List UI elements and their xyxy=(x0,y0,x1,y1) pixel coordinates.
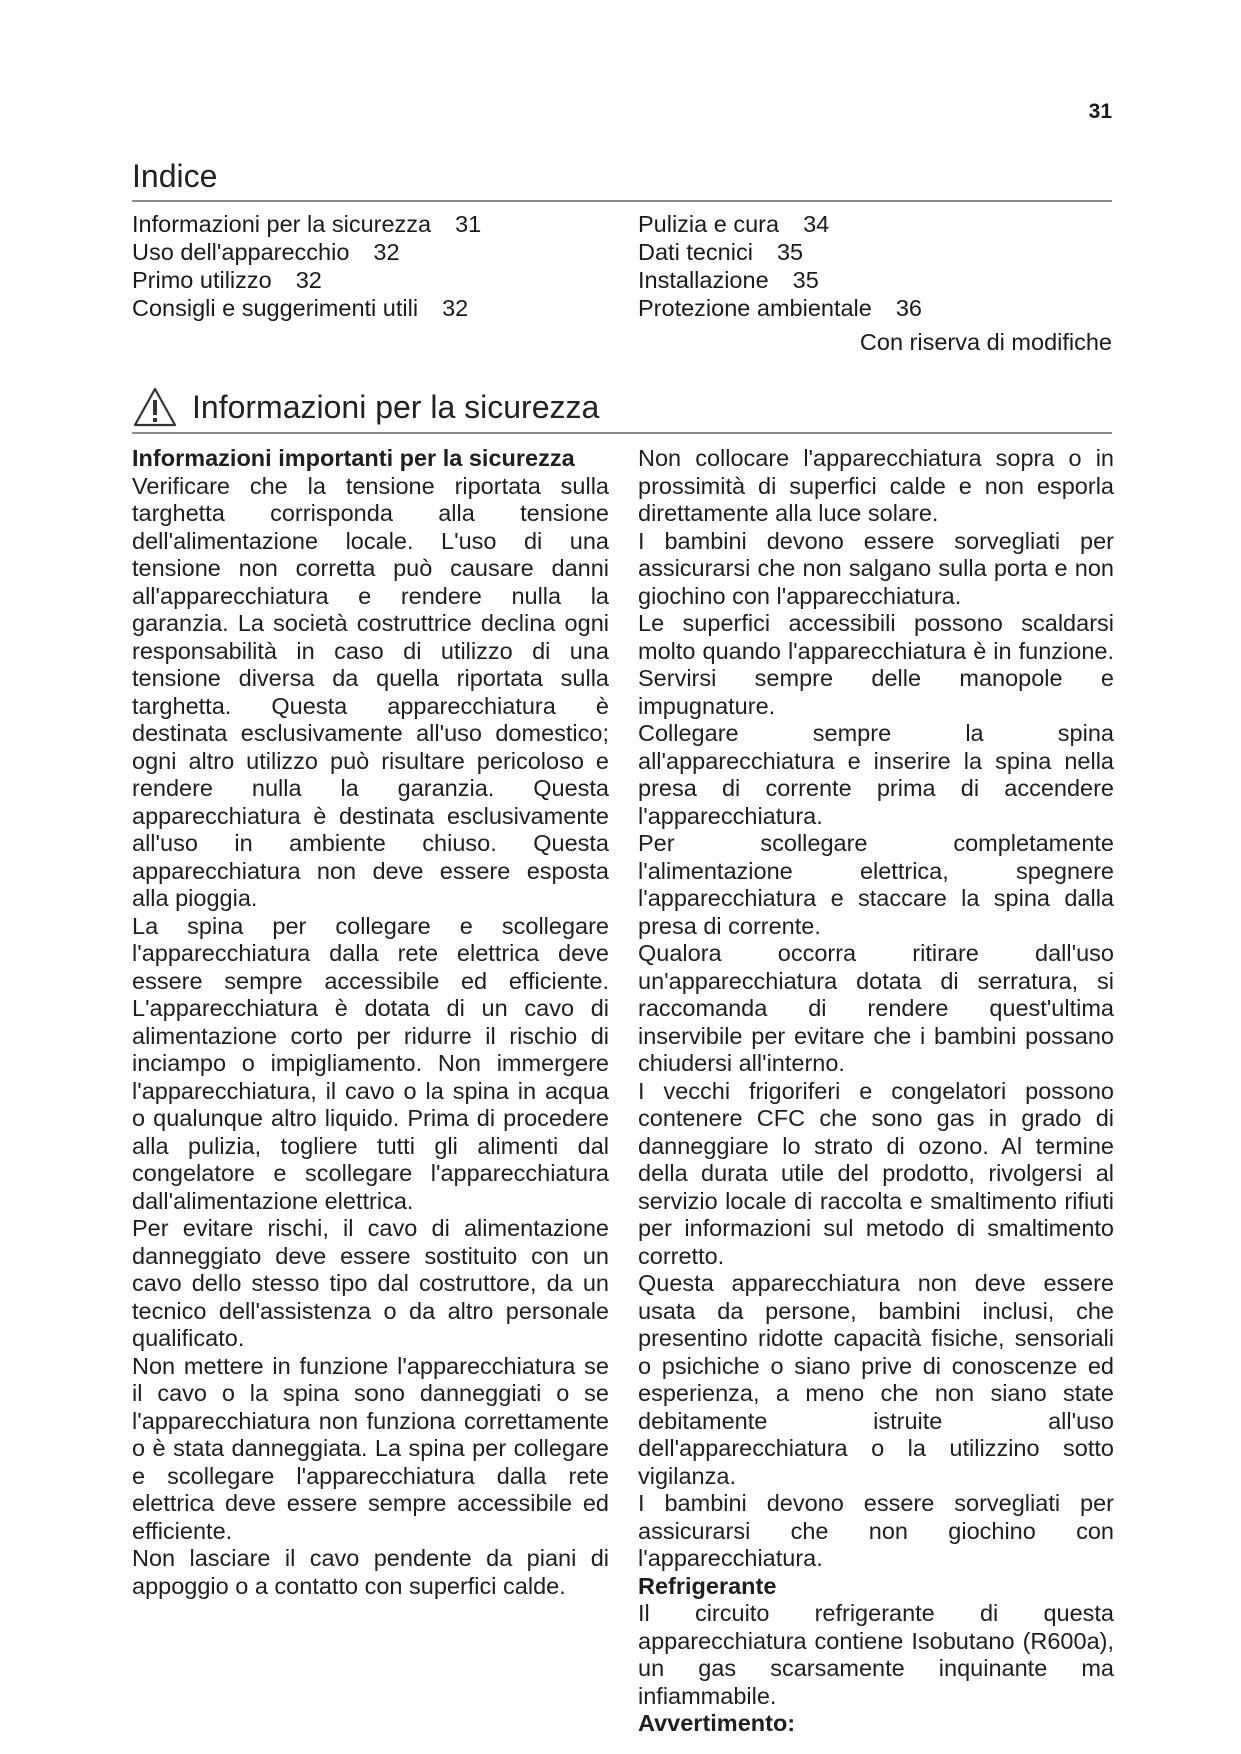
section-divider xyxy=(132,432,1112,434)
subheading: Informazioni importanti per la sicurezza xyxy=(132,445,575,471)
toc-item: Uso dell'apparecchio 32 xyxy=(132,239,400,265)
paragraph: I bambini devono essere sorvegliati per assicurarsi che non giochino con l'apparecchiatura. xyxy=(638,1490,1114,1571)
toc-item: Protezione ambientale 36 xyxy=(638,295,922,321)
paragraph: Il circuito refrigerante di questa apparecchiatura contiene Isobutano (R600a), un gas scarsamente inquinante ma infiammabile. xyxy=(638,1600,1114,1709)
left-text-column xyxy=(132,445,609,1600)
right-text-column xyxy=(638,445,1114,1738)
paragraph: Qualora occorra ritirare dall'uso un'apparecchiatura dotata di serratura, si raccomanda di rendere quest'ultima inservibile per evitare che i bambini possano chiudersi all'interno. xyxy=(638,940,1114,1076)
paragraph: Le superfici accessibili possono scaldarsi molto quando l'apparecchiatura è in funzione. Servirsi sempre delle manopole e impugnature. xyxy=(638,610,1114,719)
toc-note: Con riserva di modifiche xyxy=(859,329,1112,355)
toc-divider xyxy=(132,200,1112,202)
toc-item: Dati tecnici 35 xyxy=(638,239,804,265)
paragraph: I bambini devono essere sorvegliati per assicurarsi che non salgano sulla porta e non giochino con l'apparecchiatura. xyxy=(638,527,1114,609)
toc-item: Pulizia e cura 34 xyxy=(638,211,830,237)
paragraph: Per scollegare completamente l'alimentazione elettrica, spegnere l'apparecchiatura e staccare la spina dalla presa di corrente. xyxy=(638,830,1114,939)
paragraph: I vecchi frigoriferi e congelatori possono contenere CFC che sono gas in grado di danneggiare lo strato di ozono. Al termine della durata utile del prodotto, rivolgersi al servizio locale di raccolta e smaltimento rifiuti per informazioni sul metodo di smaltimento corretto. xyxy=(638,1077,1114,1269)
subheading-refrigerant: Refrigerante xyxy=(638,1572,777,1599)
paragraph: Questa apparecchiatura non deve essere usata da persone, bambini inclusi, che presentino ridotte capacità fisiche, sensoriali o psichiche o siano prive di conoscenze ed esperienza, a meno che non siano state debitamente istruite all'uso dell'apparecchiatura o la utilizzino sotto vigilanza. xyxy=(638,1270,1114,1489)
paragraph: La spina per collegare e scollegare l'apparecchiatura dalla rete elettrica deve essere sempre accessibile ed efficiente. L'apparecchiatura è dotata di un cavo di alimentazione corto per ridurre il rischio di inciampo o impigliamento. Non immergere l'apparecchiatura, il cavo o la spina in acqua o qualunque altro liquido. Prima di procedere alla pulizia, togliere tutti gli alimenti dal congelatore e scollegare l'apparecchiatura dall'alimentazione elettrica. xyxy=(132,912,609,1214)
section-title: Informazioni per la sicurezza xyxy=(192,388,600,425)
paragraph: Verificare che la tensione riportata sulla targhetta corrisponda alla tensione dell'alimentazione locale. L'uso di una tensione non corretta può causare danni all'apparecchiatura e rendere nulla la garanzia. La società costruttrice declina ogni responsabilità in caso di utilizzo di una tensione diversa da quella riportata sulla targhetta. Questa apparecchiatura è destinata esclusivamente all'uso domestico; ogni altro utilizzo può risultare pericoloso e rendere nulla la garanzia. Questa apparecchiatura è destinata esclusivamente all'uso in ambiente chiuso. Questa apparecchiatura non deve essere esposta alla pioggia. xyxy=(132,472,609,911)
paragraph: Non lasciare il cavo pendente da piani di appoggio o a contatto con superfici calde. xyxy=(132,1545,609,1599)
paragraph: Non mettere in funzione l'apparecchiatura se il cavo o la spina sono danneggiati o se l'apparecchiatura non funziona correttamente o è stata danneggiata. La spina per collegare e scollegare l'apparecchiatura dalla rete elettrica deve essere sempre accessibile ed efficiente. xyxy=(132,1352,609,1544)
paragraph: Non collocare l'apparecchiatura sopra o in prossimità di superfici calde e non esporla direttamente alla luce solare. xyxy=(638,445,1114,526)
toc-left-column xyxy=(132,210,481,322)
paragraph: Collegare sempre la spina all'apparecchiatura e inserire la spina nella presa di corrente prima di accendere l'apparecchiatura. xyxy=(638,720,1114,829)
paragraph: Per evitare rischi, il cavo di alimentazione danneggiato deve essere sostituito con un cavo dello stesso tipo dal costruttore, da un tecnico dell'assistenza o da altro personale qualificato. xyxy=(132,1215,609,1351)
toc-item: Consigli e suggerimenti utili 32 xyxy=(132,295,469,321)
toc-item: Installazione 35 xyxy=(638,267,819,293)
page-number: 31 xyxy=(1088,100,1112,123)
warning-triangle-icon xyxy=(132,386,178,428)
toc-right-column xyxy=(638,210,922,322)
toc-title: Indice xyxy=(132,158,218,194)
toc-item: Primo utilizzo 32 xyxy=(132,267,322,293)
section-header xyxy=(132,385,599,429)
toc-item: Informazioni per la sicurezza 31 xyxy=(132,211,482,237)
warning-label: Avvertimento: xyxy=(638,1710,796,1736)
